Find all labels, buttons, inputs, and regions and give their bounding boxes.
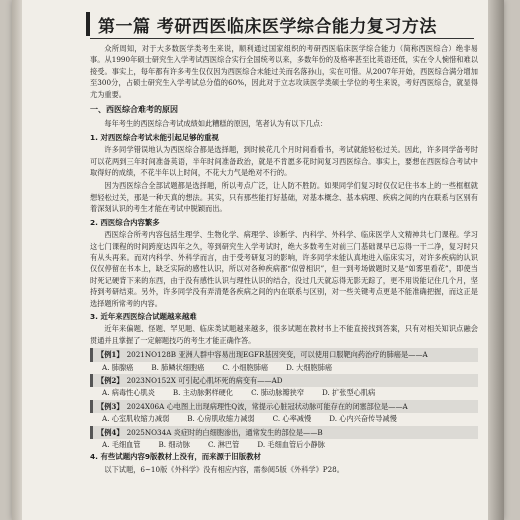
option-c: C. 心率减慢 (272, 414, 312, 424)
option-b: B. 细动脉 (158, 440, 190, 449)
example-options (102, 413, 478, 424)
option-d: D. 扩张型心肌病 (322, 388, 376, 398)
title-underline (90, 38, 474, 39)
example-question: 2021NO128B 亚洲人群中容易出现EGFR基因突变，可以使用口服靶向药治疗的肺癌是——A (126, 350, 428, 360)
example-stem (90, 426, 478, 439)
point-1-paragraph-a: 许多同学错误地认为西医综合都是选择题，到时候花几个月时间看看书，考试就能轻松过关。因此，许多同学备考时可以花两到三年时间准备英语，半年时间准备政治，就是不肯愿多花时间复习西医综合。事实上，要想在西医综合考试中取得好的成绩，不花半年以上时间，不花大力气是绝对不行的。 (90, 145, 478, 178)
example-stem (90, 348, 478, 361)
point-2-heading: 2. 西医综合内容繁多 (90, 217, 160, 227)
example-options (102, 387, 478, 398)
option-a: A. 毛细血管 (102, 440, 141, 449)
point-2-paragraph: 西医综合所考内容包括生理学、生物化学、病理学、诊断学、内科学、外科学、临床医学人文精神共七门课程。学习这七门课程的时间跨度达四年之久，等到研究生入学考试时，绝大多数考生对前三门基础课早已忘得一干二净，复习时只有从头再来。而对内科学、外科学而言，由于受考研复习的影响，许多同学未能认真地进入临床实习，对许多疾病的认识仅仅停留在书本上，缺乏实际的感性认识，所以对各种疾病都“似曾相识”，但一到考场做题时又是“如雾里看花”，即使当时死记硬背下来的东西，由于没有感性认识与理性认识的结合，没过几天就忘得无影无踪了，更不用说能记住几个月，坚持到考研结束。另外，许多同学没有弄清楚各疾病之间的内在联系与区别，对一些关键考点更是不能准确把握，而这正是选择题所常考的内容。 (90, 230, 478, 308)
page-gutter-shadow (12, 0, 22, 520)
option-d: D. 毛细血管后小静脉 (257, 440, 325, 449)
example-block-4 (90, 426, 478, 451)
chapter-heading (86, 10, 437, 38)
example-block-3 (90, 400, 478, 425)
example-question: 2024X06A 心电图上出现病理性Q波，常提示心脏冠状动脉可能存在的闭塞部位是——A (126, 401, 408, 411)
example-stem (90, 400, 478, 413)
example-block-2 (90, 374, 478, 399)
option-d: D. 大细胞肺癌 (286, 362, 333, 372)
point-4-paragraph: 以下试题，6~10版《外科学》没有相应内容，需参阅5版《外科学》P28。 (104, 464, 344, 474)
title-accent-bar (86, 12, 90, 36)
option-c: C. 肺动脉瓣狭窄 (251, 388, 305, 398)
example-tag: 【例1】 (97, 350, 124, 360)
example-tag: 【例3】 (97, 401, 124, 411)
point-4-heading: 4. 有些试题内容9版教材上没有，而来源于旧版教材 (90, 452, 261, 462)
option-b: B. 主动脉粥样硬化 (172, 388, 234, 398)
point-3-heading: 3. 近年来西医综合试题越来越难 (90, 311, 197, 321)
section-heading: 一、西医综合难考的原因 (90, 105, 178, 115)
example-question: 2025NO34A 炎症时的白细胞渗出，通常发生的部位是——B (126, 427, 323, 437)
point-1-paragraph-b: 因为西医综合全部试题都是选择题，所以考点广泛，让人防不胜防。如果同学们复习时仅仅记住书本上的一些框框就想轻松过关，那是一种天真的想法。其实，只有那些能打好基础，对基本概念、基本病理、疾病之间的内在联系与区别有着深刻认识的考生才能在考试中脱颖而出。 (90, 181, 478, 214)
option-a: A. 病毒性心肌炎 (102, 388, 155, 398)
chapter-title: 第一篇 考研西医临床医学综合能力复习方法 (98, 16, 437, 37)
example-question: 2023NO152X 可引起心肌坏死的病变有——AD (126, 375, 283, 385)
point-3-paragraph: 近年来偏题、怪题、罕见题、临床类试题越来越多，很多试题在教材书上不能直接找到答案，只有对相关知识点融会贯通并且掌握了一定解题技巧的考生才能正确作答。 (90, 324, 478, 345)
intro-paragraph: 众所周知，对于大多数医学类考生来说，顺利通过国家组织的考研西医临床医学综合能力（简称西医综合）绝非易事。从1990年硕士研究生入学考试西医综合实行全国统考以来，多数年份的及格率甚至比英语还低，实在令人惋惜和难以接受。事实上，每年都有许多考生仅仅因为西医综合未能过关而名落孙山，实在可惜。从2007年开始，西医综合满分增加至300分，占硕士研究生入学考试总分值的60%，因此对于立志攻读医学类硕士学位的考生来说，考好西医综合，就显得尤为重要。 (90, 44, 478, 99)
example-options (102, 439, 478, 450)
page-edge-shadow (488, 0, 504, 520)
example-stem (90, 374, 478, 387)
example-tag: 【例4】 (97, 427, 124, 437)
example-tag: 【例2】 (97, 375, 124, 385)
option-d: D. 心内兴奋传导减慢 (329, 414, 397, 424)
page-body (90, 43, 478, 477)
option-b: B. 心房肌收缩力减弱 (187, 414, 255, 424)
option-b: B. 肺鳞状细胞癌 (151, 362, 205, 372)
option-a: A. 肺腺癌 (102, 362, 134, 372)
option-a: A. 心室肌收缩力减弱 (102, 414, 170, 424)
example-block-1 (90, 348, 478, 373)
document-page (12, 0, 504, 520)
option-c: C. 小细胞肺癌 (222, 362, 269, 372)
example-options (102, 362, 478, 373)
section-intro: 每年考生的西医综合考试成绩如此糟糕的原因，笔者认为有以下几点： (104, 119, 328, 129)
point-1-heading: 1. 对西医综合考试未能引起足够的重视 (90, 132, 219, 142)
option-c: C. 淋巴管 (207, 440, 240, 449)
